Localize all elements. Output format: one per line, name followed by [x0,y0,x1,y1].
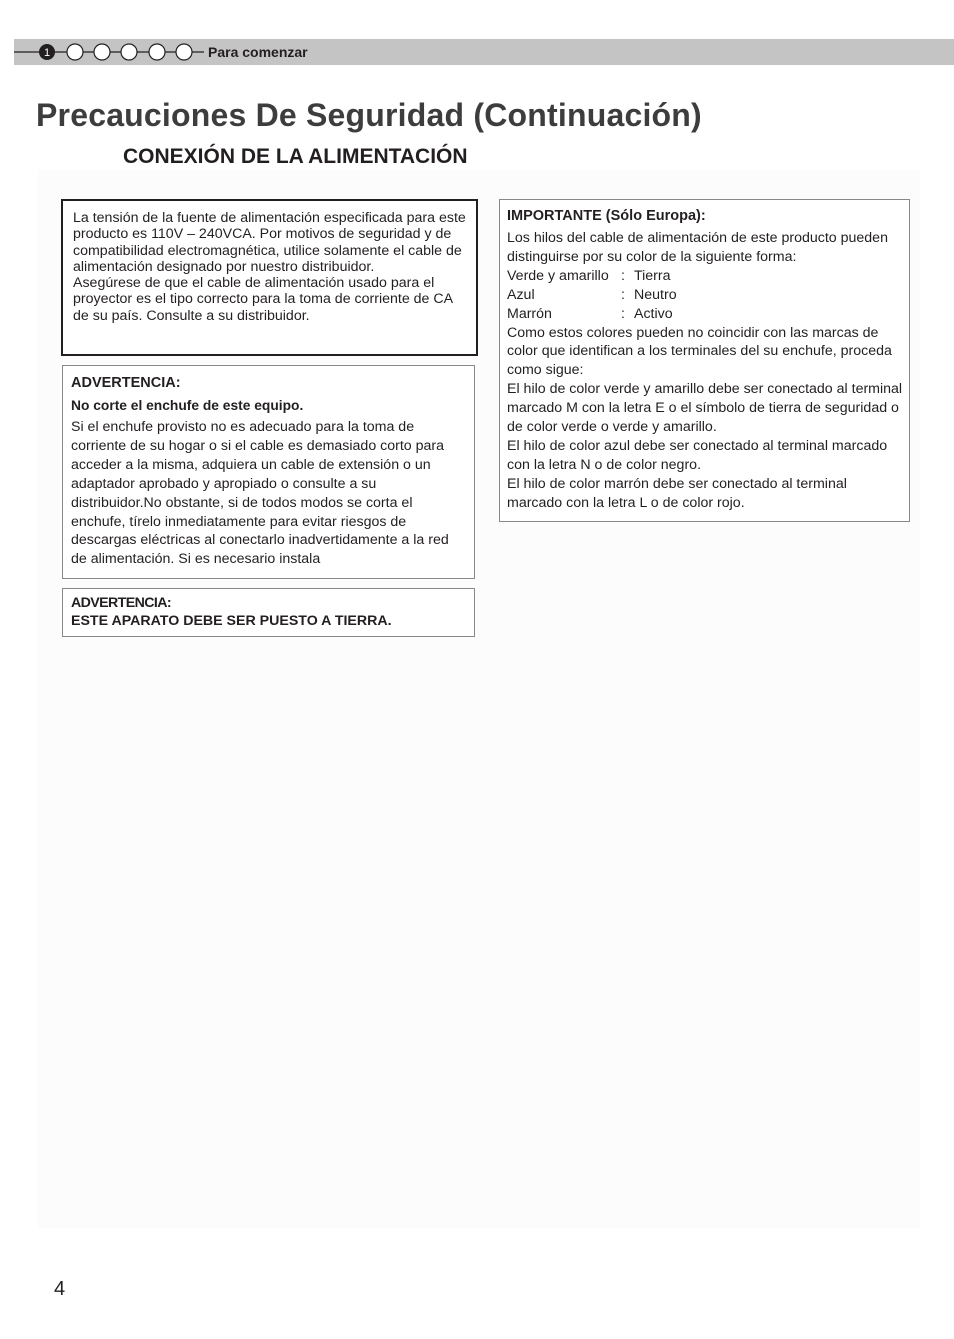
ground-warning-heading: ADVERTENCIA: [71,595,171,611]
ground-warning-box [62,588,475,637]
wire-meaning: Neutro [634,286,677,303]
wire-color: Verde y amarillo [507,267,609,284]
section-label: Para comenzar [208,44,308,60]
important-heading: IMPORTANTE (Sólo Europa): [507,208,706,224]
wire-meaning: Tierra [634,267,671,284]
section-subtitle: CONEXIÓN DE LA ALIMENTACIÓN [123,145,468,168]
wire-meaning: Activo [634,305,673,322]
power-supply-notice [61,199,478,356]
page-number: 4 [54,1278,66,1300]
plug-warning-box [62,365,475,579]
wire-row [507,286,905,305]
power-paragraph-1: La tensión de la fuente de alimentación especificada para este producto es 110V – 240VCA. Por motivos de seguridad y de compatibilidad electromagnética, utilice solamente el cable de alimentación designado por nuestro distribuidor. [73,210,466,275]
wire-row [507,305,905,324]
important-europe-box [499,199,910,522]
important-intro: Los hilos del cable de alimentación de este producto pueden distinguirse por su color de la siguiente forma: [507,230,888,265]
warning-heading: ADVERTENCIA: [71,375,181,391]
active-step-number: 1 [43,47,51,59]
wire-separator: : [621,286,625,303]
step-indicator [14,43,204,61]
ground-warning-text: ESTE APARATO DEBE SER PUESTO A TIERRA. [71,613,392,629]
blue-instruction: El hilo de color azul debe ser conectado al terminal marcado con la letra N o de color negro. [507,437,888,473]
warning-text: Si el enchufe provisto no es adecuado para la toma de corriente de su hogar o si el cable es demasiado corto para acceder a la misma, adquiera un cable de extensión o un adaptador aprobado y apropiado o consulte a su distribuidor.No obstante, si de todos modos se corta el enchufe, tírelo inmediatamente para evitar riesgos de descargas eléctricas al conectarlo inadvertidamente a la red de alimentación. Si es necesario instala [71,419,449,568]
brown-instruction: El hilo de color marrón debe ser conectado al terminal marcado con la letra L o de color rojo. [507,475,847,511]
warning-subheading: No corte el enchufe de este equipo. [71,398,304,413]
wire-separator: : [621,267,625,284]
wire-separator: : [621,305,625,322]
wire-color: Azul [507,286,535,303]
wire-row [507,267,905,286]
green-yellow-instruction: El hilo de color verde y amarillo debe ser conectado al terminal marcado M con la letra E o el símbolo de tierra de seguridad o de color verde o verde y amarillo. [507,381,903,436]
page-title: Precauciones De Seguridad (Continuación) [36,97,702,133]
wire-color: Marrón [507,305,552,322]
important-note: Como estos colores pueden no coincidir con las marcas de color que identifican a los terminales del su enchufe, proceda como sigue: [507,324,892,379]
step-circles-icon [14,43,204,61]
power-paragraph-2: Asegúrese de que el cable de alimentación usado para el proyector es el tipo correcto para la toma de corriente de CA de su país. Consulte a su distribuidor. [73,275,453,324]
